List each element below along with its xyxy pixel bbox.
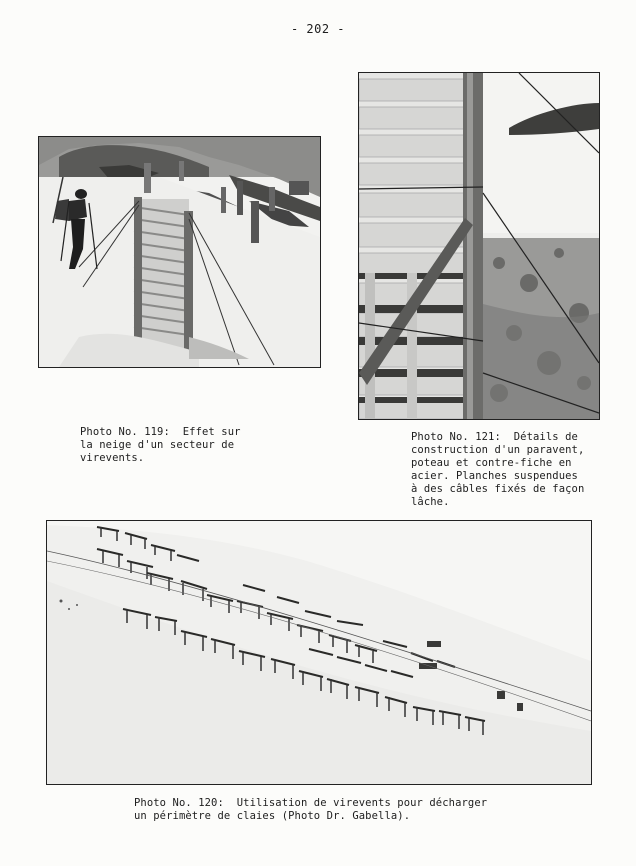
photo-120-caption: Photo No. 120: Utilisation de virevents pour décharger un périmètre de claies (Photo Dr. Gabella). <box>134 797 488 822</box>
photo-119-skier-snow-fence <box>38 136 321 368</box>
photo-120-slope-with-fence-rows <box>46 520 592 785</box>
photo-121-wind-barrier-detail <box>358 72 600 420</box>
photo-119-caption: Photo No. 119: Effet sur la neige d'un secteur de virevents. <box>80 426 241 464</box>
page-number: - 202 - <box>290 22 346 36</box>
photo-121-caption: Photo No. 121: Détails de construction d'un paravent, poteau et contre-fiche en acier. Planches suspendues à des câbles fixés de façon lâche. <box>411 431 585 508</box>
